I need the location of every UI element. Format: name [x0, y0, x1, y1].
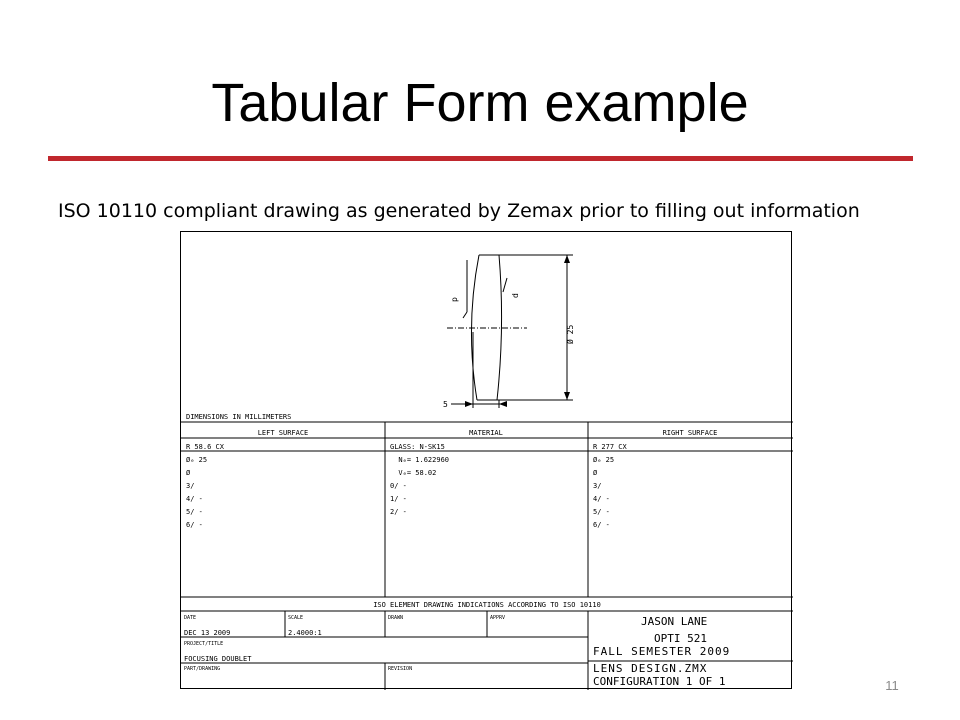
left-surface-row: 4/ -	[186, 495, 203, 503]
page-number: 11	[885, 678, 899, 693]
drawn-label: DRAWN	[388, 615, 404, 621]
drawing-svg	[181, 232, 793, 690]
column-header-material: MATERIAL	[469, 429, 503, 437]
right-surface-row: R 277 CX	[593, 443, 627, 451]
right-leader	[503, 278, 507, 292]
date-value: DEC 13 2009	[184, 629, 231, 637]
thickness-arrow-right	[499, 401, 507, 407]
thickness-arrow-left	[465, 401, 473, 407]
project-value: FOCUSING DOUBLET	[184, 655, 252, 663]
slide-subtitle: ISO 10110 compliant drawing as generated by Zemax prior to filling out information	[58, 200, 860, 222]
material-row: 0/ -	[390, 482, 407, 490]
author-name: JASON LANE	[641, 615, 708, 628]
material-row: GLASS: N-SK15	[390, 443, 445, 451]
left-surface-row: R 58.6 CX	[186, 443, 224, 451]
revision-label: REVISION	[388, 666, 413, 672]
left-leader-tail	[463, 312, 467, 318]
units-note: DIMENSIONS IN MILLIMETERS	[186, 413, 292, 421]
slide-title: Tabular Form example	[211, 73, 749, 133]
apprv-label: APPRV	[490, 615, 506, 621]
column-header-left: LEFT SURFACE	[257, 429, 309, 437]
diameter-label: Ø 25	[566, 324, 575, 344]
date-label: DATE	[184, 615, 197, 621]
title-divider	[48, 156, 913, 161]
project-label: PROJECT/TITLE	[184, 641, 224, 647]
material-row: 2/ -	[390, 508, 407, 516]
right-surface-mark: d	[511, 293, 520, 298]
left-surface-row: 5/ -	[186, 508, 203, 516]
left-surface-row: Ø	[186, 469, 191, 477]
right-surface-row: 3/	[593, 482, 602, 490]
column-header-right: RIGHT SURFACE	[662, 429, 718, 437]
diameter-arrow-bottom	[564, 392, 570, 400]
material-row: 1/ -	[390, 495, 407, 503]
configuration: CONFIGURATION 1 OF 1	[593, 675, 726, 688]
scale-value: 2.4000:1	[288, 629, 322, 637]
right-surface-row: Øₑ 25	[593, 456, 615, 464]
iso-indications: ISO ELEMENT DRAWING INDICATIONS ACCORDING TO ISO 10110	[373, 601, 601, 609]
file-name: LENS DESIGN.ZMX	[593, 662, 708, 675]
semester: FALL SEMESTER 2009	[593, 645, 731, 658]
left-surface-mark: p	[450, 297, 459, 302]
right-surface-row: 6/ -	[593, 521, 610, 529]
material-row: Vₑ= 58.02	[390, 469, 437, 477]
lens-drawing	[180, 231, 792, 689]
thickness-label: 5	[443, 400, 448, 409]
course-name: OPTI 521	[654, 632, 707, 645]
left-surface-row: 6/ -	[186, 521, 203, 529]
diameter-arrow-top	[564, 255, 570, 263]
scale-label: SCALE	[288, 615, 304, 621]
right-surface-row: 4/ -	[593, 495, 610, 503]
left-surface-row: 3/	[186, 482, 195, 490]
left-surface-row: Øₑ 25	[186, 456, 208, 464]
right-surface-row: Ø	[593, 469, 598, 477]
material-row: Nₑ= 1.622960	[390, 456, 450, 464]
right-surface-row: 5/ -	[593, 508, 610, 516]
part-label: PART/DRAWING	[184, 666, 221, 672]
